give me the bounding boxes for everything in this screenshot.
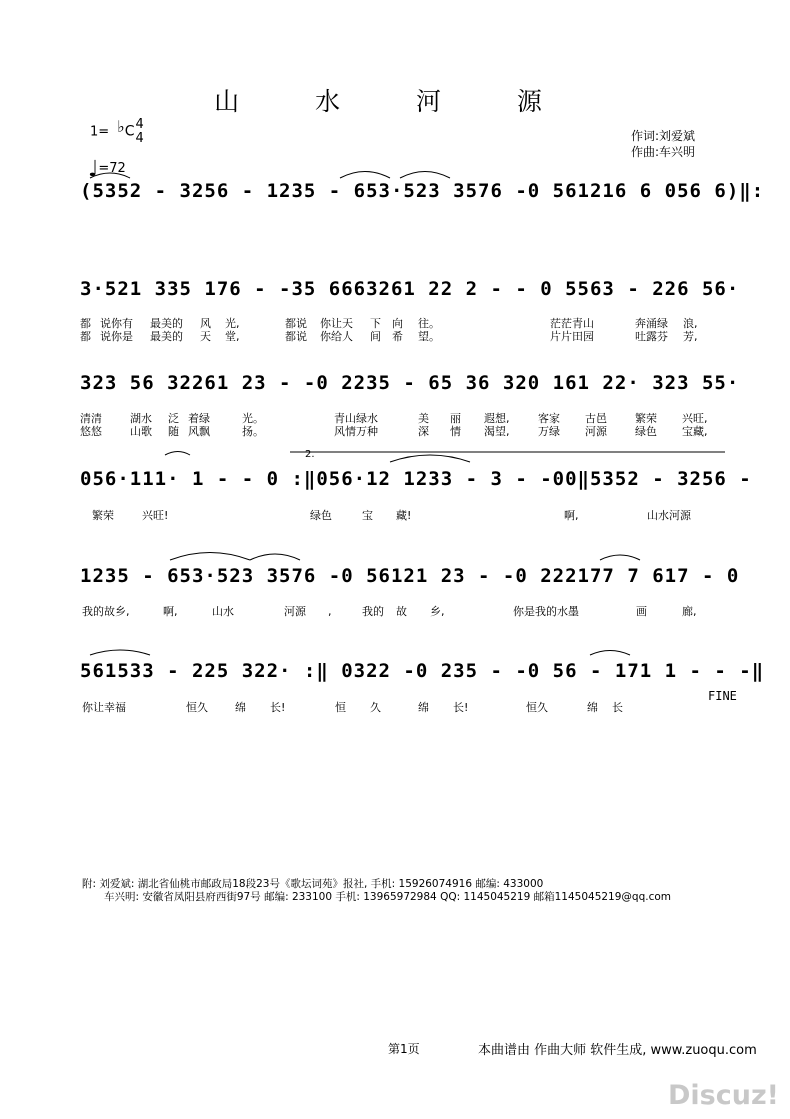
lyric: 恒 [335,701,346,714]
lyric: 光, [225,317,240,330]
composer: 作曲:车兴明 [631,145,696,159]
lyric: 河源 [585,425,607,438]
notes: 3·521 335 176 - -35 6663261 22 2 - - 0 5563 - 226 56· [80,278,740,300]
lyric: 你给人 [320,330,353,343]
lyric: 情 [450,425,461,438]
lyric: 都 [80,317,91,330]
ts-top: 4 [135,117,144,132]
slur [170,553,250,561]
lyric: 间 [370,330,381,343]
key-prefix: 1= [90,124,110,140]
lyric: 藏! [396,509,412,522]
lyric: 都说 [285,317,307,330]
lyric: 兴旺! [142,509,169,522]
lyric: 山水河源 [647,509,691,522]
lyric: 恒久 [526,701,548,714]
lyric: 绿色 [310,509,332,522]
lyric: 绿色 [635,425,657,438]
lyric: 长 [612,701,623,714]
slur [600,555,640,560]
lyric: 古邑 [585,412,607,425]
lyric: 泛 [168,412,179,425]
page-number: 第1页 [388,1042,420,1056]
slur [390,455,470,462]
lyric: 繁荣 [635,412,657,425]
flat-icon: ♭ [117,116,125,136]
footer-line-1: 附: 刘爱斌: 湖北省仙桃市邮政局18段23号《歌坛词苑》报社, 手机: 15926074916 邮编: 433000 [82,878,544,890]
lyric: 悠悠 [80,425,102,438]
lyric: 光。 [242,412,264,425]
lyric: 久 [370,701,381,714]
lyric: 风 [200,317,211,330]
lyric: 客家 [538,412,560,425]
lyric: 我的 [362,605,384,618]
slur [590,651,630,656]
lyric: 啊, [163,605,178,618]
lyric: 山水 [212,605,234,618]
lyric: 茫茫青山 [550,317,594,330]
notes: (5352 - 3256 - 1235 - 653·523 3576 -0 561216 6 056 6)‖: [80,180,765,202]
lyric: 绵 [235,701,246,714]
lyricist: 作词:刘爱斌 [631,129,696,143]
lyric: 我的故乡, [82,605,130,618]
lyric: 兴旺, [682,412,708,425]
lyric: 你让天 [320,317,353,330]
lyric: 着绿 [188,412,210,425]
slur [340,172,390,179]
lyric: 望。 [418,330,440,343]
generator-note: 本曲谱由 作曲大师 软件生成, www.zuoqu.com [478,1043,757,1058]
slur [165,452,190,456]
lyric: 绵 [418,701,429,714]
notes: 561533 - 225 322· :‖ 0322 -0 235 - -0 56 - 171 1 - - -‖ [80,660,765,682]
notes: 323 56 32261 23 - -0 2235 - 65 36 320 161 22· 323 55· [80,372,740,394]
notes: 1235 - 653·523 3576 -0 56121 23 - -0 222177 7 617 - 0 [80,565,740,587]
lyric: 你让幸福 [82,701,126,714]
footer-line-2: 车兴明: 安徽省凤阳县府西街97号 邮编: 233100 手机: 13965972984 QQ: 1145045219 邮箱1145045219@qq.com [104,891,672,903]
lyric: 说你是 [100,330,133,343]
lyric: 说你有 [100,317,133,330]
lyric: 故 [396,605,407,618]
lyric: 长! [453,701,469,714]
lyric: 风情万种 [334,425,378,438]
lyric: 湖水 [130,412,152,425]
slur [90,173,130,178]
lyric: 乡, [430,605,445,618]
lyric: 堂, [225,330,240,343]
lyric: 扬。 [242,425,264,438]
quarter-note-icon: ♩ [88,157,99,182]
lyric: 宝藏, [682,425,708,438]
lyric: 遐想, [484,412,510,425]
lyric: 渴望, [484,425,510,438]
lyric: 万绿 [538,425,560,438]
lyric: 啊, [564,509,579,522]
slur [400,172,450,179]
lyric: 丽 [450,412,461,425]
lyric: 片片田园 [550,330,594,343]
lyric: , [328,605,332,618]
lyric: 廊, [682,605,697,618]
key-letter: C [124,123,135,140]
lyric: 都说 [285,330,307,343]
lyric: 你是我的水墨 [513,605,579,618]
lyric: 芳, [683,330,698,343]
slur [90,650,150,655]
lyric: 随 [168,425,179,438]
lyric: 画 [636,605,647,618]
notes: 056·111· 1 - - 0 :‖056·12 1233 - 3 - -00‖5352 - 3256 - [80,468,752,490]
lyric: 绵 [587,701,598,714]
ts-bottom: 4 [135,131,144,146]
lyric: 深 [418,425,429,438]
lyric: 长! [270,701,286,714]
lyric: 美 [418,412,429,425]
lyric: 浪, [683,317,698,330]
watermark-logo: Discuz! [668,1080,779,1111]
lyric: 最美的 [150,330,183,343]
lyric: 繁荣 [92,509,114,522]
footer-contacts [82,878,671,904]
lyric: 向 [392,317,403,330]
page-title: 山 水 河 源 [214,87,576,116]
lyric: 希 [392,330,403,343]
lyric: 吐露芬 [635,330,668,343]
lyric: 宝 [362,509,373,522]
lyric: 奔涌绿 [635,317,668,330]
tempo-value: =72 [98,161,126,176]
lyric: 清清 [80,412,102,425]
fine-marking: FINE [708,689,737,703]
volta-marking: 2. [305,449,315,460]
lyric: 青山绿水 [334,412,378,425]
lyric: 河源 [284,605,306,618]
slur [250,554,300,560]
lyric: 往。 [418,317,440,330]
lyric: 风飘 [188,425,210,438]
lyric: 最美的 [150,317,183,330]
lyric: 天 [200,330,211,343]
lyric: 山歌 [130,425,152,438]
lyric: 下 [370,317,381,330]
lyric: 恒久 [186,701,208,714]
lyric: 都 [80,330,91,343]
